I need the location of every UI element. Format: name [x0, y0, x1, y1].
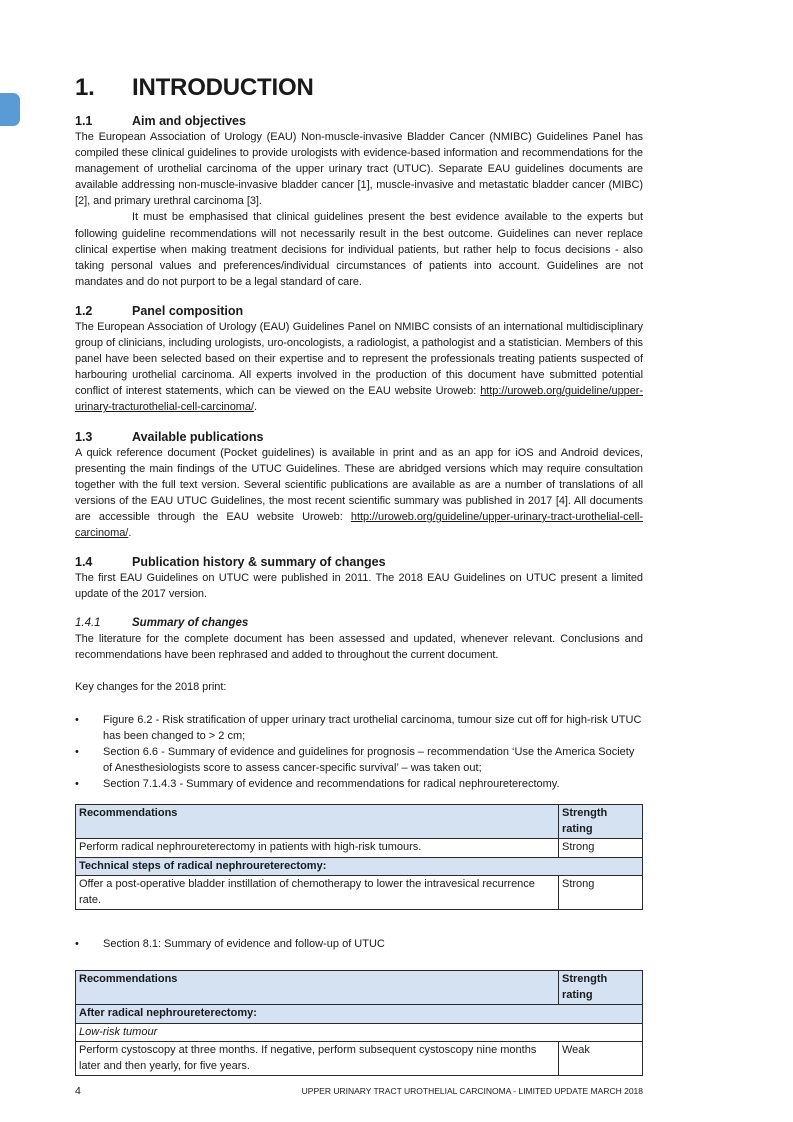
- section-1-4: [75, 555, 643, 602]
- list-item: • Section 7.1.4.3 - Summary of evidence and recommendations for radical nephroureterectomy.: [75, 777, 560, 790]
- uroweb-link[interactable]: http://uroweb.org/guideline/upper-urinary-tracturothelial-cell-carcinoma/: [75, 385, 643, 414]
- section-1-1: [75, 114, 643, 290]
- key-changes-label: Key changes for the 2018 print:: [75, 681, 227, 694]
- table-row: Perform cystoscopy at three months. If negative, perform subsequent cystoscopy nine months later and then yearly, for five years. Weak: [76, 1042, 643, 1076]
- page-content: [75, 72, 643, 1076]
- uroweb-link[interactable]: http://uroweb.org/guideline/upper-urinary-tract-urothelial-cell-carcinoma/: [75, 510, 643, 539]
- list-item: • Section 6.6 - Summary of evidence and guidelines for prognosis – recommendation ‘Use the America Society of Anesthesiologists score to assess cancer-specific survival’ – was taken out;: [75, 745, 635, 774]
- paragraph: The first EAU Guidelines on UTUC were published in 2011. The 2018 EAU Guidelines on UTUC present a limited update of the 2017 version.: [75, 572, 643, 601]
- page-footer: [75, 1085, 643, 1097]
- table-header-row: Recommendations Strength rating: [76, 805, 643, 839]
- recommendations-table-2: [75, 970, 643, 1076]
- subsection-heading: 1.4.1 Summary of changes: [75, 617, 249, 630]
- section-heading: 1.4 Publication history & summary of changes: [75, 555, 386, 570]
- table-header-row: Recommendations Strength rating: [76, 971, 643, 1005]
- paragraph: The European Association of Urology (EAU) Non-muscle-invasive Bladder Cancer (NMIBC) Guidelines Panel has compiled these clinical guidelines to provide urologists with evidence-based information and recommendations for the management of urothelial carcinoma of the upper urinary tract (UTUC). Separate EAU guidelines documents are available addressing non-muscle-invasive bladder cancer [1], muscle-invasive and metastatic bladder cancer (MIBC) [2], and primary urethral carcinoma [3].: [75, 131, 643, 208]
- chapter-title: INTRODUCTION: [132, 74, 314, 101]
- table-subheader-row: Technical steps of radical nephroureterectomy:: [76, 857, 643, 876]
- paragraph: The European Association of Urology (EAU) Guidelines Panel on NMIBC consists of an international multidisciplinary group of clinicians, including urologists, uro-oncologists, a radiologist, a pathologist and a statistician. Members of this panel have been selected based on their expertise and to represent the professionals treating patients suspected of harbouring urothelial carcinoma. All experts involved in the production of this document have submitted potential conflict of interest statements, which can be viewed on the EAU website Uroweb: http://uroweb.org/guideline/upper-urinary-tracturothelial-cell-carcinoma/.: [75, 320, 643, 414]
- section-heading: 1.1 Aim and objectives: [75, 114, 246, 128]
- chapter-tab-marker: [0, 93, 20, 126]
- paragraph: A quick reference document (Pocket guidelines) is available in print and as an app for iOS and Android devices, presenting the main findings of the UTUC Guidelines. These are abridged versions which may require consultation together with the full text version. Several scientific publications are available as are a number of translations of all versions of the EAU UTUC Guidelines, the most recent scientific summary was published in 2017 [4]. All documents are accessible through the EAU website Uroweb: http://uroweb.org/guideline/upper-urinary-tract-urothelial-cell-carcinoma/.: [75, 446, 643, 539]
- paragraph: It must be emphasised that clinical guidelines present the best evidence available to the experts but following guideline recommendations will not necessarily result in the best outcome. Guidelines can never replace clinical expertise when making treatment decisions for individual patients, but rather help to focus decisions - also taking personal values and preferences/individual circumstances of patients into account. Guidelines are not mandates and do not purport to be a legal standard of care.: [75, 211, 643, 288]
- section-heading: 1.2 Panel composition: [75, 303, 244, 318]
- section-heading: 1.3 Available publications: [75, 429, 264, 444]
- table-subheader-row: After radical nephroureterectomy:: [76, 1005, 643, 1024]
- table-row: Low-risk tumour: [76, 1023, 643, 1042]
- section-1-4-1: [75, 616, 643, 792]
- table-row: Offer a post-operative bladder instillation of chemotherapy to lower the intravesical recurrence rate. Strong: [76, 876, 643, 910]
- list-item: • Figure 6.2 - Risk stratification of upper urinary tract urothelial carcinoma, tumour size cut off for high-risk UTUC has been changed to > 2 cm;: [75, 713, 642, 742]
- running-title: UPPER URINARY TRACT UROTHELIAL CARCINOMA - LIMITED UPDATE MARCH 2018: [301, 1086, 643, 1096]
- list-item: • Section 8.1: Summary of evidence and follow-up of UTUC: [75, 938, 385, 950]
- chapter-heading: [75, 72, 643, 104]
- bullet-list: [75, 936, 643, 952]
- section-1-3: [75, 430, 643, 542]
- paragraph: The literature for the complete document has been assessed and updated, whenever relevant. Conclusions and recommendations have been rephrased and added to throughout the current document.: [75, 633, 643, 662]
- recommendations-table-1: [75, 804, 643, 910]
- chapter-number: 1.: [75, 74, 95, 101]
- section-1-2: [75, 304, 643, 416]
- table-row: Perform radical nephroureterectomy in patients with high-risk tumours. Strong: [76, 839, 643, 858]
- bullet-list: [75, 712, 643, 792]
- page-number: 4: [75, 1085, 81, 1097]
